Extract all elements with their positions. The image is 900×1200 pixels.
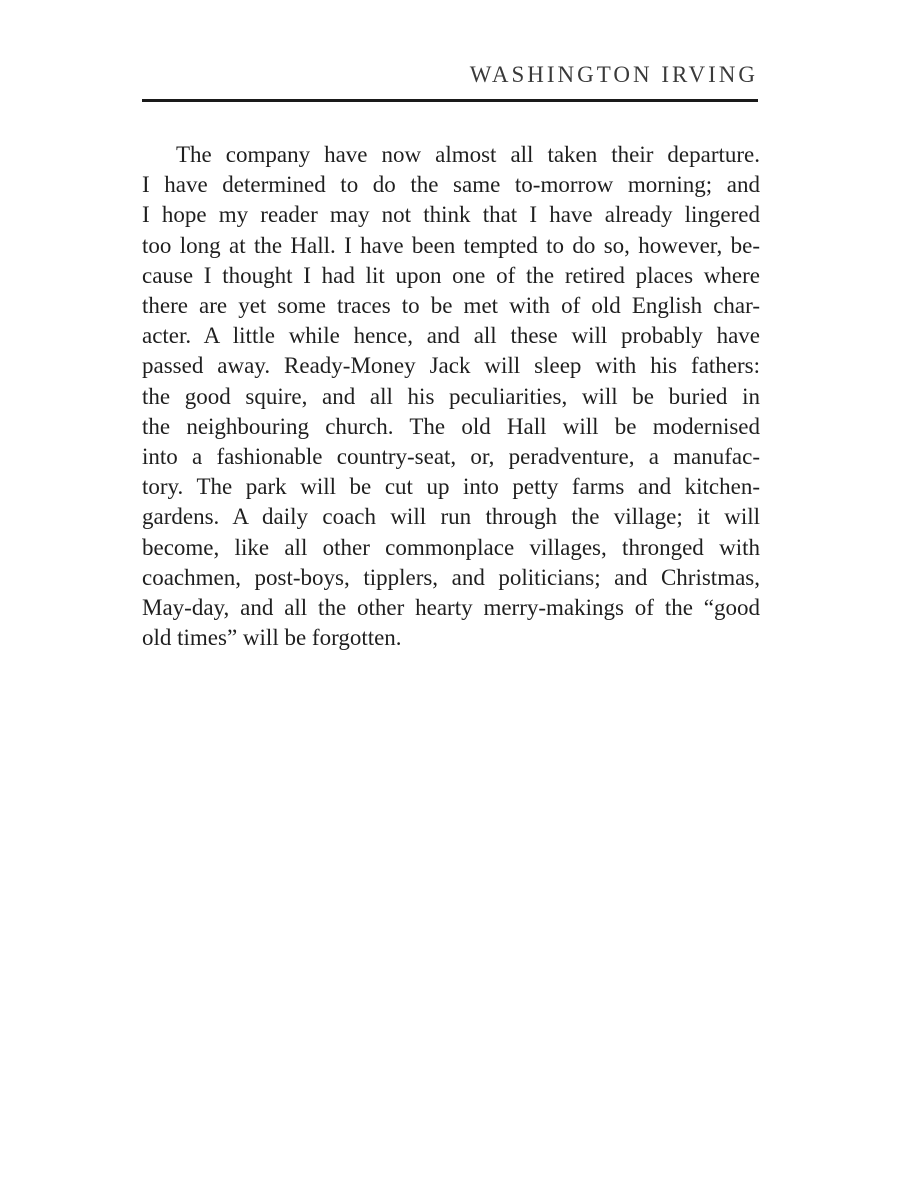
text-line: old times” will be forgotten.	[142, 625, 402, 651]
text-line: The company have now almost all taken their departure.	[176, 142, 760, 167]
text-line: become, like all other commonplace villages, thronged with	[142, 534, 760, 560]
text-line: into a fashionable country-seat, or, peradventure, a manufac-	[142, 444, 760, 470]
running-head: WASHINGTON IRVING	[469, 62, 758, 87]
text-line: passed away. Ready-Money Jack will sleep with his fathers:	[142, 353, 760, 379]
text-line: I have determined to do the same to-morrow morning; and	[142, 172, 760, 198]
body-paragraph	[142, 140, 760, 653]
text-line: I hope my reader may not think that I have already lingered	[142, 202, 760, 228]
text-line: there are yet some traces to be met with of old English char-	[142, 293, 760, 319]
text-line: May-day, and all the other hearty merry-makings of the “good	[142, 595, 760, 621]
text-line: tory. The park will be cut up into petty farms and kitchen-	[142, 474, 760, 500]
text-line: cause I thought I had lit upon one of the retired places where	[142, 262, 760, 288]
text-line: the neighbouring church. The old Hall will be modernised	[142, 413, 760, 439]
text-line: gardens. A daily coach will run through the village; it will	[142, 504, 760, 530]
text-line: coachmen, post-boys, tipplers, and politicians; and Christmas,	[142, 564, 760, 590]
text-line: acter. A little while hence, and all these will probably have	[142, 323, 760, 349]
text-line: too long at the Hall. I have been tempted to do so, however, be-	[142, 232, 760, 258]
text-line: the good squire, and all his peculiarities, will be buried in	[142, 383, 760, 409]
header-rule	[142, 99, 758, 102]
